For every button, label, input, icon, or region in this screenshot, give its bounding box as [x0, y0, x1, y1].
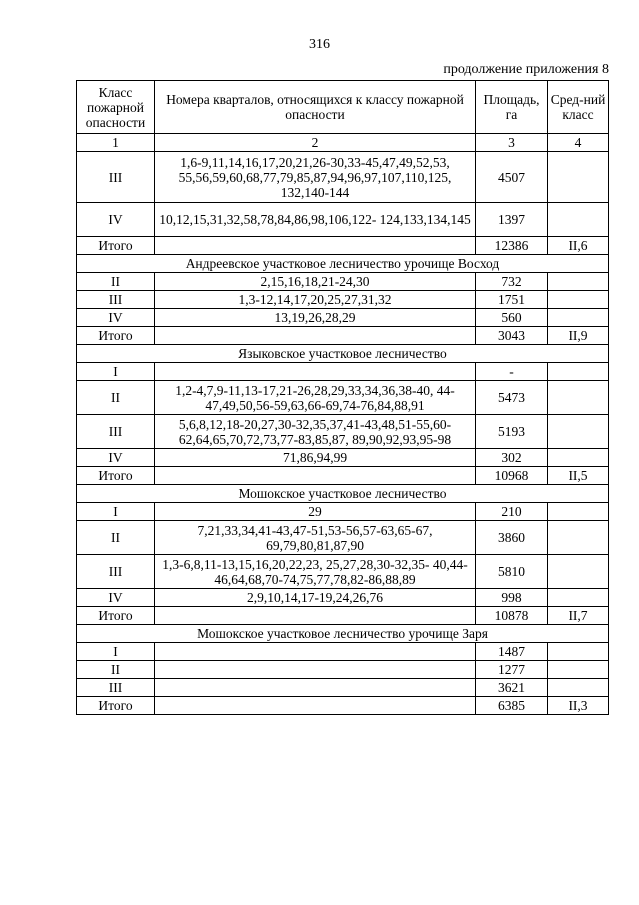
- area-cell: 998: [476, 589, 548, 607]
- class-cell: Итого: [77, 697, 155, 715]
- table-row: [77, 503, 609, 521]
- area-cell: 302: [476, 449, 548, 467]
- area-cell: 732: [476, 273, 548, 291]
- area-cell: 3621: [476, 679, 548, 697]
- quarters-cell: [155, 327, 476, 345]
- total-row: [77, 327, 609, 345]
- avg-class-cell: II,5: [548, 467, 609, 485]
- quarters-cell: [155, 643, 476, 661]
- avg-class-cell: [548, 503, 609, 521]
- class-cell: II: [77, 381, 155, 415]
- total-row: [77, 467, 609, 485]
- avg-class-cell: II,9: [548, 327, 609, 345]
- total-row: [77, 237, 609, 255]
- header-avg-class: Сред-ний класс: [548, 81, 609, 134]
- section-row: [77, 625, 609, 643]
- quarters-cell: [155, 661, 476, 679]
- area-cell: 12386: [476, 237, 548, 255]
- quarters-cell: 7,21,33,34,41-43,47-51,53-56,57-63,65-67, 69,79,80,81,87,90: [155, 521, 476, 555]
- table-row: [77, 381, 609, 415]
- quarters-cell: 1,6-9,11,14,16,17,20,21,26-30,33-45,47,49,52,53, 55,56,59,60,68,77,79,85,87,94,96,97,107,110,125, 132,140-144: [155, 152, 476, 203]
- header-quarters: Номера кварталов, относящихся к классу пожарной опасности: [155, 81, 476, 134]
- avg-class-cell: [548, 449, 609, 467]
- class-cell: I: [77, 503, 155, 521]
- avg-class-cell: [548, 679, 609, 697]
- section-title: Мошокское участковое лесничество урочище Заря: [77, 625, 609, 643]
- class-cell: IV: [77, 589, 155, 607]
- area-cell: 4507: [476, 152, 548, 203]
- column-number: 2: [155, 134, 476, 152]
- avg-class-cell: [548, 309, 609, 327]
- area-cell: 3860: [476, 521, 548, 555]
- quarters-cell: [155, 697, 476, 715]
- class-cell: II: [77, 521, 155, 555]
- class-cell: I: [77, 363, 155, 381]
- area-cell: -: [476, 363, 548, 381]
- table-body: [77, 152, 609, 715]
- avg-class-cell: [548, 589, 609, 607]
- class-cell: Итого: [77, 327, 155, 345]
- avg-class-cell: II,6: [548, 237, 609, 255]
- class-cell: IV: [77, 203, 155, 237]
- section-title: Андреевское участковое лесничество урочище Восход: [77, 255, 609, 273]
- avg-class-cell: [548, 643, 609, 661]
- section-row: [77, 485, 609, 503]
- table-row: [77, 309, 609, 327]
- class-cell: Итого: [77, 607, 155, 625]
- area-cell: 5473: [476, 381, 548, 415]
- class-cell: III: [77, 415, 155, 449]
- quarters-cell: 5,6,8,12,18-20,27,30-32,35,37,41-43,48,51-55,60- 62,64,65,70,72,73,77-83,85,87, 89,90,92,93,95-98: [155, 415, 476, 449]
- class-cell: IV: [77, 449, 155, 467]
- table-row: [77, 363, 609, 381]
- quarters-cell: [155, 607, 476, 625]
- table-row: [77, 679, 609, 697]
- area-cell: 1277: [476, 661, 548, 679]
- avg-class-cell: [548, 415, 609, 449]
- table-row: [77, 643, 609, 661]
- class-cell: I: [77, 643, 155, 661]
- column-number: 3: [476, 134, 548, 152]
- table-row: [77, 661, 609, 679]
- class-cell: Итого: [77, 237, 155, 255]
- header-row: [77, 81, 609, 134]
- class-cell: III: [77, 152, 155, 203]
- table-row: [77, 203, 609, 237]
- class-cell: III: [77, 291, 155, 309]
- avg-class-cell: [548, 203, 609, 237]
- quarters-cell: 1,3-6,8,11-13,15,16,20,22,23, 25,27,28,30-32,35- 40,44-46,64,68,70-74,75,77,78,82-86,88,89: [155, 555, 476, 589]
- area-cell: 5193: [476, 415, 548, 449]
- class-cell: II: [77, 661, 155, 679]
- total-row: [77, 607, 609, 625]
- quarters-cell: 71,86,94,99: [155, 449, 476, 467]
- avg-class-cell: II,3: [548, 697, 609, 715]
- quarters-cell: 2,15,16,18,21-24,30: [155, 273, 476, 291]
- class-cell: III: [77, 555, 155, 589]
- table-row: [77, 589, 609, 607]
- page-number: 316: [309, 37, 330, 52]
- quarters-cell: 1,3-12,14,17,20,25,27,31,32: [155, 291, 476, 309]
- quarters-cell: 29: [155, 503, 476, 521]
- area-cell: 10968: [476, 467, 548, 485]
- column-number: 1: [77, 134, 155, 152]
- quarters-cell: 13,19,26,28,29: [155, 309, 476, 327]
- area-cell: 10878: [476, 607, 548, 625]
- area-cell: 210: [476, 503, 548, 521]
- avg-class-cell: [548, 363, 609, 381]
- avg-class-cell: [548, 381, 609, 415]
- section-title: Мошокское участковое лесничество: [77, 485, 609, 503]
- avg-class-cell: [548, 152, 609, 203]
- header-class: Класс пожарной опасности: [77, 81, 155, 134]
- table-row: [77, 415, 609, 449]
- table-row: [77, 291, 609, 309]
- quarters-cell: 10,12,15,31,32,58,78,84,86,98,106,122- 124,133,134,145: [155, 203, 476, 237]
- quarters-cell: [155, 363, 476, 381]
- column-number: 4: [548, 134, 609, 152]
- area-cell: 5810: [476, 555, 548, 589]
- quarters-cell: [155, 467, 476, 485]
- area-cell: 1397: [476, 203, 548, 237]
- section-row: [77, 255, 609, 273]
- table-row: [77, 555, 609, 589]
- area-cell: 1487: [476, 643, 548, 661]
- section-title: Языковское участковое лесничество: [77, 345, 609, 363]
- area-cell: 3043: [476, 327, 548, 345]
- quarters-cell: [155, 237, 476, 255]
- avg-class-cell: [548, 273, 609, 291]
- quarters-cell: 1,2-4,7,9-11,13-17,21-26,28,29,33,34,36,38-40, 44-47,49,50,56-59,63,66-69,74-76,84,88,91: [155, 381, 476, 415]
- table-row: [77, 521, 609, 555]
- area-cell: 6385: [476, 697, 548, 715]
- fire-hazard-table: [76, 80, 609, 715]
- avg-class-cell: [548, 555, 609, 589]
- header-area: Площадь, га: [476, 81, 548, 134]
- avg-class-cell: II,7: [548, 607, 609, 625]
- class-cell: II: [77, 273, 155, 291]
- area-cell: 560: [476, 309, 548, 327]
- total-row: [77, 697, 609, 715]
- avg-class-cell: [548, 291, 609, 309]
- section-row: [77, 345, 609, 363]
- column-number-row: [77, 134, 609, 152]
- table-row: [77, 152, 609, 203]
- class-cell: IV: [77, 309, 155, 327]
- table-row: [77, 449, 609, 467]
- class-cell: III: [77, 679, 155, 697]
- table-row: [77, 273, 609, 291]
- avg-class-cell: [548, 521, 609, 555]
- quarters-cell: 2,9,10,14,17-19,24,26,76: [155, 589, 476, 607]
- class-cell: Итого: [77, 467, 155, 485]
- area-cell: 1751: [476, 291, 548, 309]
- avg-class-cell: [548, 661, 609, 679]
- quarters-cell: [155, 679, 476, 697]
- continuation-note: продолжение приложения 8: [443, 62, 609, 77]
